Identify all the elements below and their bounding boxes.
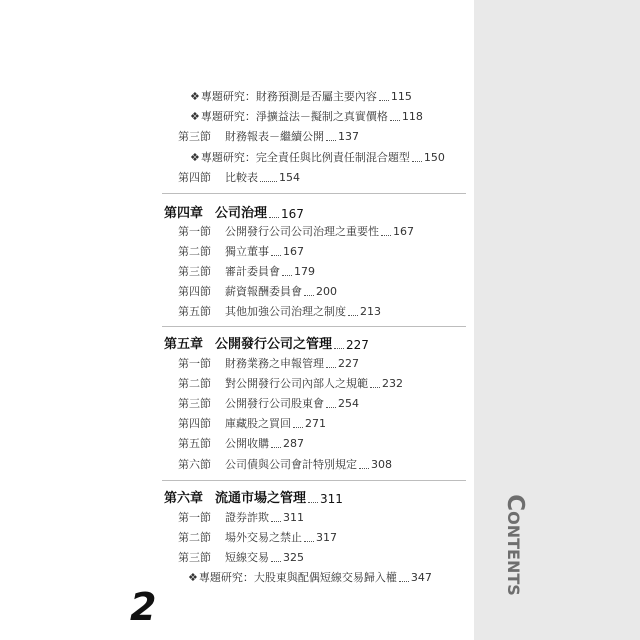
contents-label: Contents — [502, 494, 529, 596]
diamond-bullet-icon: ❖ — [190, 110, 200, 123]
toc-entry-text: 公司債與公司會計特別規定 — [225, 458, 357, 471]
chapter-page: 227 — [346, 338, 369, 352]
toc-entry-section[interactable] — [178, 355, 359, 371]
toc-entry-page: 317 — [316, 531, 337, 544]
section-number: 第二節 — [178, 531, 211, 544]
toc-entry-page: 137 — [338, 130, 359, 143]
toc-entry-page: 115 — [390, 90, 412, 103]
toc-entry-page: 200 — [316, 285, 337, 298]
toc-entry-section[interactable] — [178, 509, 304, 525]
dot-leader — [370, 387, 380, 388]
toc-entry-section[interactable] — [178, 435, 304, 451]
diamond-bullet-icon: ❖ — [190, 151, 200, 164]
dot-leader — [334, 348, 344, 349]
section-number: 第一節 — [178, 511, 211, 524]
section-number: 第三節 — [178, 130, 211, 143]
toc-entry-section[interactable] — [178, 395, 359, 411]
diamond-bullet-icon: ❖ — [188, 571, 198, 584]
toc-entry-topic[interactable] — [190, 149, 445, 165]
dot-leader — [359, 468, 369, 469]
toc-entry-page: 308 — [371, 458, 392, 471]
chapter-title: 公開發行公司之管理 — [215, 337, 333, 352]
toc-entry-section[interactable] — [178, 303, 381, 319]
toc-entry-topic[interactable] — [190, 108, 423, 124]
toc-entry-section[interactable] — [178, 456, 392, 472]
dot-leader — [348, 315, 358, 316]
dot-leader — [260, 181, 277, 182]
divider — [162, 480, 466, 481]
dot-leader — [271, 521, 281, 522]
toc-entry-text: 專題研究：財務預測是否屬主要內容 — [200, 90, 377, 103]
toc-entry-section[interactable] — [178, 128, 359, 144]
toc-entry-section[interactable] — [178, 375, 403, 391]
toc-entry-text: 對公開發行公司內部人之規範 — [225, 377, 368, 390]
diamond-bullet-icon: ❖ — [190, 90, 200, 103]
toc-entry-page: 287 — [283, 437, 304, 450]
dot-leader — [399, 581, 409, 582]
chapter-page: 311 — [320, 492, 343, 506]
dot-leader — [304, 541, 314, 542]
section-number: 第四節 — [178, 171, 211, 184]
section-number: 第五節 — [178, 437, 211, 450]
dot-leader — [326, 407, 336, 408]
toc-entry-topic[interactable] — [190, 88, 412, 104]
dot-leader — [269, 217, 279, 218]
toc-entry-page: 271 — [305, 417, 326, 430]
toc-entry-text: 財務報表－繼續公開 — [225, 130, 324, 143]
dot-leader — [412, 161, 422, 162]
toc-entry-section[interactable] — [178, 169, 300, 185]
section-number: 第二節 — [178, 245, 211, 258]
divider — [162, 326, 466, 327]
toc-entry-text: 證券詐欺 — [225, 511, 269, 524]
toc-entry-text: 公開發行公司公司治理之重要性 — [225, 225, 379, 238]
dot-leader — [282, 275, 292, 276]
toc-entry-section[interactable] — [178, 415, 326, 431]
section-number: 第三節 — [178, 551, 211, 564]
toc-entry-text: 場外交易之禁止 — [225, 531, 302, 544]
toc-entry-section[interactable] — [178, 549, 304, 565]
toc-entry-section[interactable] — [178, 263, 315, 279]
toc-entry-text: 專題研究：大股東與配偶短線交易歸入權 — [198, 571, 397, 584]
toc-entry-section[interactable] — [178, 529, 337, 545]
section-number: 第五節 — [178, 305, 211, 318]
toc-entry-text: 獨立董事 — [225, 245, 269, 258]
dot-leader — [381, 235, 391, 236]
toc-entry-page: 154 — [279, 171, 300, 184]
chapter-page: 167 — [281, 207, 304, 221]
section-number: 第三節 — [178, 265, 211, 278]
toc-entry-page: 179 — [294, 265, 315, 278]
dot-leader — [271, 255, 281, 256]
toc-entry-topic[interactable] — [188, 569, 432, 585]
toc-entry-section[interactable] — [178, 283, 337, 299]
dot-leader — [326, 367, 336, 368]
toc-entry-text: 公開發行公司股東會 — [225, 397, 324, 410]
toc-entry-page: 347 — [410, 571, 432, 584]
toc-entry-page: 227 — [338, 357, 359, 370]
toc-chapter[interactable] — [164, 334, 369, 352]
toc-chapter[interactable] — [164, 203, 304, 221]
dot-leader — [308, 502, 318, 503]
toc-entry-text: 專題研究：淨擴益法－擬制之真實價格 — [200, 110, 388, 123]
toc-entry-page: 167 — [283, 245, 304, 258]
divider — [162, 193, 466, 194]
toc-entry-text: 審計委員會 — [225, 265, 280, 278]
dot-leader — [271, 561, 281, 562]
section-number: 第二節 — [178, 377, 211, 390]
dot-leader — [271, 447, 281, 448]
dot-leader — [293, 427, 303, 428]
section-number: 第一節 — [178, 225, 211, 238]
toc-entry-text: 庫藏股之買回 — [225, 417, 291, 430]
toc-entry-text: 專題研究：完全責任與比例責任制混合題型 — [200, 151, 410, 164]
toc-entry-section[interactable] — [178, 243, 304, 259]
chapter-title: 公司治理 — [215, 206, 268, 221]
side-tab-title — [495, 486, 535, 604]
section-number: 第一節 — [178, 357, 211, 370]
toc-chapter[interactable] — [164, 488, 343, 506]
toc-entry-text: 公開收購 — [225, 437, 269, 450]
dot-leader — [390, 120, 400, 121]
toc-entry-text: 其他加強公司治理之制度 — [225, 305, 346, 318]
chapter-number: 第六章 — [164, 491, 204, 506]
chapter-title: 流通市場之管理 — [215, 491, 307, 506]
toc-entry-text: 財務業務之申報管理 — [225, 357, 324, 370]
toc-entry-page: 325 — [283, 551, 304, 564]
chapter-number: 第四章 — [164, 206, 204, 221]
page-number: 2 — [130, 585, 157, 629]
section-number: 第三節 — [178, 397, 211, 410]
section-number: 第四節 — [178, 285, 211, 298]
toc-entry-page: 311 — [283, 511, 304, 524]
dot-leader — [304, 295, 314, 296]
toc-entry-text: 短線交易 — [225, 551, 269, 564]
toc-entry-page: 232 — [382, 377, 403, 390]
toc-entry-page: 150 — [423, 151, 445, 164]
toc-entry-text: 薪資報酬委員會 — [225, 285, 302, 298]
chapter-number: 第五章 — [164, 337, 204, 352]
toc-entry-page: 118 — [401, 110, 423, 123]
dot-leader — [379, 100, 389, 101]
toc-entry-page: 254 — [338, 397, 359, 410]
section-number: 第四節 — [178, 417, 211, 430]
toc-entry-section[interactable] — [178, 223, 414, 239]
dot-leader — [326, 140, 336, 141]
toc-entry-page: 213 — [360, 305, 381, 318]
section-number: 第六節 — [178, 458, 211, 471]
toc-entry-page: 167 — [393, 225, 414, 238]
toc-entry-text: 比較表 — [225, 171, 258, 184]
